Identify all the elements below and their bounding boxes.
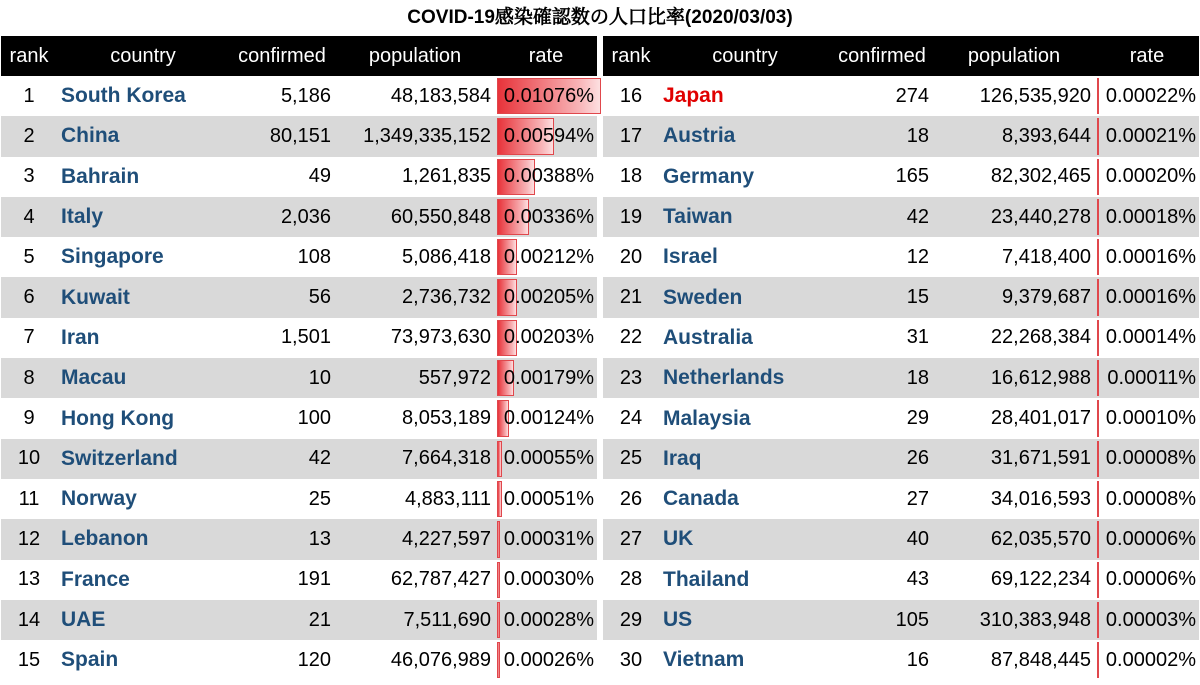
rank-cell: 18: [619, 165, 643, 188]
rate-value: 0.00022%: [1105, 84, 1196, 107]
table-row: [1, 398, 597, 438]
table-row: [603, 358, 1199, 398]
table-row: [1, 479, 597, 519]
population-cell: 8,393,644: [933, 116, 1095, 156]
rate-cell: [1095, 358, 1199, 398]
rate-value: 0.00179%: [503, 366, 594, 389]
rank-cell: 11: [18, 487, 40, 510]
country-cell: Taiwan: [659, 197, 831, 237]
confirmed-cell: 43: [906, 568, 929, 591]
table-row: [1, 237, 597, 277]
country-cell: South Korea: [61, 84, 186, 108]
ranking-table-left: [1, 36, 597, 680]
confirmed-cell: 21: [229, 600, 335, 640]
rate-value: 0.00594%: [503, 124, 594, 147]
table-row: [1, 116, 597, 156]
rate-cell: [1095, 197, 1199, 237]
confirmed-cell: 108: [297, 245, 331, 268]
rate-value: 0.00006%: [1105, 568, 1196, 591]
rate-cell: [495, 398, 597, 438]
rank-cell: 16: [619, 84, 643, 107]
table-row: [603, 237, 1199, 277]
rank-cell: 19: [603, 197, 659, 237]
population-cell: 62,035,570: [933, 519, 1095, 559]
rate-bar: [1097, 320, 1099, 356]
country-cell: US: [659, 600, 831, 640]
table-row: [1, 519, 597, 559]
confirmed-cell: 100: [297, 407, 331, 430]
rate-cell: [1095, 560, 1199, 600]
rank-cell: 8: [1, 358, 57, 398]
rank-cell: 22: [619, 326, 643, 349]
confirmed-cell: 12: [906, 245, 929, 268]
table-row: [1, 157, 597, 197]
rank-cell: 27: [603, 519, 659, 559]
rate-value: 0.01076%: [503, 84, 594, 107]
rate-value: 0.00008%: [1105, 447, 1196, 470]
rate-cell: [1095, 439, 1199, 479]
header-population: population: [335, 36, 495, 76]
rate-value: 0.00030%: [503, 568, 594, 591]
population-cell: 126,535,920: [979, 84, 1091, 107]
rate-cell: [1095, 157, 1199, 197]
rate-bar: [1097, 279, 1099, 315]
country-cell: Kuwait: [57, 277, 229, 317]
rate-value: 0.00336%: [503, 205, 594, 228]
country-cell: Vietnam: [663, 648, 745, 672]
population-cell: 73,973,630: [390, 326, 491, 349]
rate-cell: [1095, 519, 1199, 559]
confirmed-cell: 40: [831, 519, 933, 559]
rate-bar: [1097, 481, 1099, 517]
header-rank: rank: [603, 36, 659, 76]
rank-cell: 7: [23, 326, 35, 349]
rate-cell: [495, 479, 597, 519]
rank-cell: 17: [603, 116, 659, 156]
rate-bar: [1097, 400, 1099, 436]
rate-cell: [495, 197, 597, 237]
table-row: [603, 116, 1199, 156]
rank-cell: 29: [603, 600, 659, 640]
population-cell: 5,086,418: [402, 245, 491, 268]
rate-cell: [495, 439, 597, 479]
table-row: [1, 277, 597, 317]
country-cell: Germany: [663, 164, 755, 188]
rate-cell: [495, 277, 597, 317]
population-cell: 8,053,189: [402, 407, 491, 430]
country-cell: Spain: [61, 648, 119, 672]
confirmed-cell: 42: [831, 197, 933, 237]
rank-cell: 4: [1, 197, 57, 237]
confirmed-cell: 25: [308, 487, 331, 510]
table-row: [603, 318, 1199, 358]
table-row: [603, 479, 1199, 519]
confirmed-cell: 56: [229, 277, 335, 317]
rate-cell: [495, 358, 597, 398]
header-row: [1, 36, 597, 76]
confirmed-cell: 120: [297, 648, 331, 671]
country-cell: France: [61, 567, 130, 591]
confirmed-cell: 49: [308, 165, 331, 188]
population-cell: 60,550,848: [335, 197, 495, 237]
rank-cell: 10: [1, 439, 57, 479]
rate-value: 0.00003%: [1105, 608, 1196, 631]
rate-value: 0.00010%: [1105, 407, 1196, 430]
country-cell: Austria: [659, 116, 831, 156]
table-row: [603, 640, 1199, 680]
rank-cell: 5: [23, 245, 35, 268]
population-cell: 82,302,465: [990, 165, 1091, 188]
rate-value: 0.00016%: [1105, 245, 1196, 268]
country-cell: Hong Kong: [61, 406, 175, 430]
country-cell: Italy: [57, 197, 229, 237]
population-cell: 4,883,111: [404, 487, 491, 510]
population-cell: 557,972: [335, 358, 495, 398]
rate-cell: [495, 640, 597, 680]
country-cell: Norway: [61, 487, 137, 511]
rate-cell: [495, 157, 597, 197]
rate-bar: [1097, 602, 1099, 638]
rank-cell: 6: [1, 277, 57, 317]
confirmed-cell: 274: [895, 84, 929, 107]
table-row: [1, 76, 597, 116]
header-confirmed: confirmed: [229, 36, 335, 76]
rate-cell: [1095, 640, 1199, 680]
population-cell: 2,736,732: [335, 277, 495, 317]
country-cell: Lebanon: [57, 519, 229, 559]
rate-bar: [497, 481, 502, 517]
rate-value: 0.00008%: [1105, 487, 1196, 510]
rank-cell: 14: [1, 600, 57, 640]
rate-value: 0.00026%: [503, 648, 594, 671]
header-rank: rank: [1, 36, 57, 76]
rate-cell: [1095, 277, 1199, 317]
header-population: population: [933, 36, 1095, 76]
rate-bar: [1097, 159, 1099, 195]
confirmed-cell: 80,151: [229, 116, 335, 156]
population-cell: 1,261,835: [402, 165, 491, 188]
confirmed-cell: 27: [906, 487, 929, 510]
country-cell: China: [57, 116, 229, 156]
confirmed-cell: 13: [229, 519, 335, 559]
table-row: [1, 600, 597, 640]
rate-cell: [1095, 116, 1199, 156]
rate-value: 0.00020%: [1105, 165, 1196, 188]
rank-cell: 23: [603, 358, 659, 398]
rate-value: 0.00051%: [503, 487, 594, 510]
population-cell: 7,664,318: [335, 439, 495, 479]
population-cell: 28,401,017: [990, 407, 1091, 430]
rate-cell: [495, 318, 597, 358]
rate-cell: [1095, 76, 1199, 116]
population-cell: 22,268,384: [990, 326, 1091, 349]
rate-bar: [1097, 239, 1099, 275]
confirmed-cell: 42: [229, 439, 335, 479]
population-cell: 69,122,234: [990, 568, 1091, 591]
rate-value: 0.00203%: [503, 326, 594, 349]
rate-bar: [1097, 562, 1099, 598]
rate-value: 0.00205%: [503, 286, 594, 309]
table-row: [603, 600, 1199, 640]
table-row: [603, 439, 1199, 479]
tables-container: [0, 36, 1200, 680]
confirmed-cell: 26: [831, 439, 933, 479]
rank-cell: 1: [23, 84, 35, 107]
rank-cell: 20: [619, 245, 643, 268]
population-cell: 62,787,427: [390, 568, 491, 591]
table-row: [1, 358, 597, 398]
rate-cell: [495, 237, 597, 277]
population-cell: 34,016,593: [990, 487, 1091, 510]
population-cell: 87,848,445: [990, 648, 1091, 671]
country-cell: Australia: [663, 325, 753, 349]
rate-value: 0.00014%: [1105, 326, 1196, 349]
rate-value: 0.00002%: [1105, 648, 1196, 671]
rate-bar: [497, 602, 500, 638]
rank-cell: 26: [619, 487, 643, 510]
rate-bar: [497, 562, 500, 598]
country-cell: Singapore: [61, 245, 164, 269]
population-cell: 1,349,335,152: [335, 116, 495, 156]
rate-value: 0.00021%: [1105, 124, 1196, 147]
rank-cell: 24: [619, 407, 643, 430]
rate-cell: [495, 519, 597, 559]
rank-cell: 30: [619, 648, 643, 671]
table-body-left: [1, 76, 597, 680]
population-cell: 7,511,690: [335, 600, 495, 640]
country-cell: Bahrain: [61, 164, 140, 188]
rank-cell: 21: [603, 277, 659, 317]
population-cell: 310,383,948: [933, 600, 1095, 640]
rank-cell: 9: [23, 407, 35, 430]
confirmed-cell: 31: [906, 326, 929, 349]
confirmed-cell: 105: [831, 600, 933, 640]
rate-bar: [1097, 118, 1099, 154]
table-row: [1, 197, 597, 237]
country-cell: Switzerland: [57, 439, 229, 479]
country-cell: Macau: [57, 358, 229, 398]
rate-cell: [495, 116, 597, 156]
rate-bar: [1097, 642, 1099, 678]
header-country: country: [57, 36, 229, 76]
rate-bar: [497, 521, 500, 557]
rate-value: 0.00006%: [1105, 527, 1196, 550]
table-row: [1, 640, 597, 680]
country-cell: Thailand: [663, 567, 750, 591]
rate-bar: [1097, 441, 1099, 477]
rank-cell: 2: [1, 116, 57, 156]
rate-value: 0.00055%: [503, 447, 594, 470]
rate-value: 0.00028%: [503, 608, 594, 631]
rate-value: 0.00018%: [1105, 205, 1196, 228]
confirmed-cell: 29: [906, 407, 929, 430]
header-row: [603, 36, 1199, 76]
rank-cell: 12: [1, 519, 57, 559]
rank-cell: 3: [23, 165, 35, 188]
rate-cell: [1095, 479, 1199, 519]
header-confirmed: confirmed: [831, 36, 933, 76]
table-row: [603, 519, 1199, 559]
rate-value: 0.00016%: [1105, 286, 1196, 309]
rate-value: 0.00011%: [1107, 366, 1196, 389]
confirmed-cell: 191: [297, 568, 331, 591]
table-body-right: [603, 76, 1199, 680]
population-cell: 4,227,597: [335, 519, 495, 559]
population-cell: 23,440,278: [933, 197, 1095, 237]
country-cell: Japan: [663, 84, 724, 108]
table-row: [603, 560, 1199, 600]
confirmed-cell: 18: [831, 116, 933, 156]
table-row: [603, 157, 1199, 197]
country-cell: Iraq: [659, 439, 831, 479]
rate-cell: [495, 600, 597, 640]
header-rate: rate: [495, 36, 597, 76]
page-title: COVID-19感染確認数の人口比率(2020/03/03): [407, 7, 793, 28]
population-cell: 46,076,989: [390, 648, 491, 671]
country-cell: Iran: [61, 325, 100, 349]
rate-value: 0.00031%: [503, 527, 594, 550]
header-country: country: [659, 36, 831, 76]
confirmed-cell: 1,501: [280, 326, 331, 349]
rate-bar: [1097, 199, 1099, 235]
rank-cell: 28: [619, 568, 643, 591]
country-cell: Sweden: [659, 277, 831, 317]
table-row: [603, 76, 1199, 116]
confirmed-cell: 5,186: [280, 84, 331, 107]
country-cell: Israel: [663, 245, 718, 269]
rate-bar: [1097, 360, 1099, 396]
rate-bar: [497, 642, 500, 678]
country-cell: Canada: [663, 487, 739, 511]
country-cell: UAE: [57, 600, 229, 640]
rate-bar: [1097, 78, 1099, 114]
population-cell: 7,418,400: [1002, 245, 1091, 268]
rank-cell: 25: [603, 439, 659, 479]
population-cell: 9,379,687: [933, 277, 1095, 317]
rank-cell: 15: [17, 648, 41, 671]
table-row: [603, 197, 1199, 237]
confirmed-cell: 165: [895, 165, 929, 188]
population-cell: 16,612,988: [933, 358, 1095, 398]
country-cell: UK: [659, 519, 831, 559]
rank-cell: 13: [17, 568, 41, 591]
confirmed-cell: 2,036: [229, 197, 335, 237]
rate-cell: [1095, 600, 1199, 640]
confirmed-cell: 18: [831, 358, 933, 398]
table-row: [1, 318, 597, 358]
rate-value: 0.00212%: [503, 245, 594, 268]
header-rate: rate: [1095, 36, 1199, 76]
rate-cell: [1095, 318, 1199, 358]
table-row: [1, 439, 597, 479]
confirmed-cell: 10: [229, 358, 335, 398]
rate-cell: [495, 560, 597, 600]
country-cell: Malaysia: [663, 406, 751, 430]
table-row: [1, 560, 597, 600]
rate-cell: [1095, 398, 1199, 438]
ranking-table-right: [603, 36, 1199, 680]
rate-value: 0.00388%: [503, 165, 594, 188]
population-cell: 48,183,584: [390, 84, 491, 107]
population-cell: 31,671,591: [933, 439, 1095, 479]
table-row: [603, 398, 1199, 438]
rate-bar: [497, 441, 502, 477]
confirmed-cell: 15: [831, 277, 933, 317]
rate-cell: [495, 76, 597, 116]
table-row: [603, 277, 1199, 317]
rate-bar: [1097, 521, 1099, 557]
confirmed-cell: 16: [906, 648, 929, 671]
rate-cell: [1095, 237, 1199, 277]
rate-value: 0.00124%: [503, 407, 594, 430]
country-cell: Netherlands: [659, 358, 831, 398]
